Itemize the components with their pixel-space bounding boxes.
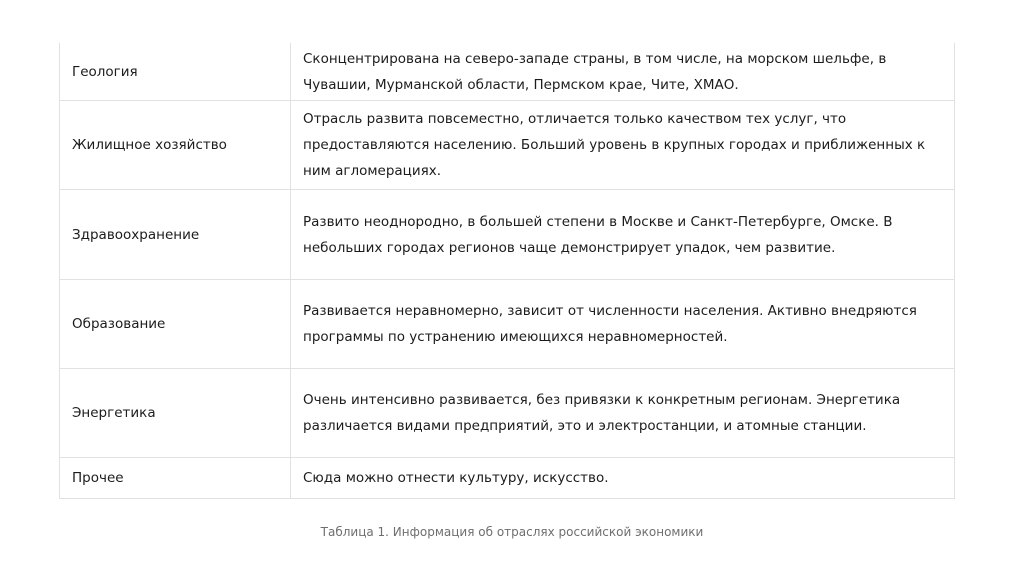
table-row (60, 43, 955, 101)
sector-cell: Геология (60, 43, 291, 101)
sector-cell: Прочее (60, 458, 291, 499)
description-cell: Отрасль развита повсеместно, отличается только качеством тех услуг, что предоставляются населению. Больший уровень в крупных городах и приближенных к ним агломерациях. (291, 101, 955, 190)
sector-cell: Энергетика (60, 369, 291, 458)
sector-cell: Образование (60, 280, 291, 369)
table-row (60, 101, 955, 190)
description-cell: Развивается неравномерно, зависит от численности населения. Активно внедряются программы по устранению имеющихся неравномерностей. (291, 280, 955, 369)
sector-cell: Здравоохранение (60, 190, 291, 280)
table-container (59, 43, 955, 499)
description-cell: Очень интенсивно развивается, без привязки к конкретным регионам. Энергетика различается видами предприятий, это и электростанции, и атомные станции. (291, 369, 955, 458)
description-cell: Сконцентрирована на северо-западе страны, в том числе, на морском шельфе, в Чувашии, Мурманской области, Пермском крае, Чите, ХМАО. (291, 43, 955, 101)
table-caption: Таблица 1. Информация об отраслях российской экономики (320, 525, 704, 539)
table-row (60, 369, 955, 458)
description-cell: Сюда можно отнести культуру, искусство. (291, 458, 955, 499)
table-row (60, 458, 955, 499)
table-row (60, 190, 955, 280)
table-row (60, 280, 955, 369)
description-cell: Развито неоднородно, в большей степени в Москве и Санкт-Петербурге, Омске. В небольших городах регионов чаще демонстрирует упадок, чем развитие. (291, 190, 955, 280)
economy-sectors-table (59, 43, 955, 499)
sector-cell: Жилищное хозяйство (60, 101, 291, 190)
